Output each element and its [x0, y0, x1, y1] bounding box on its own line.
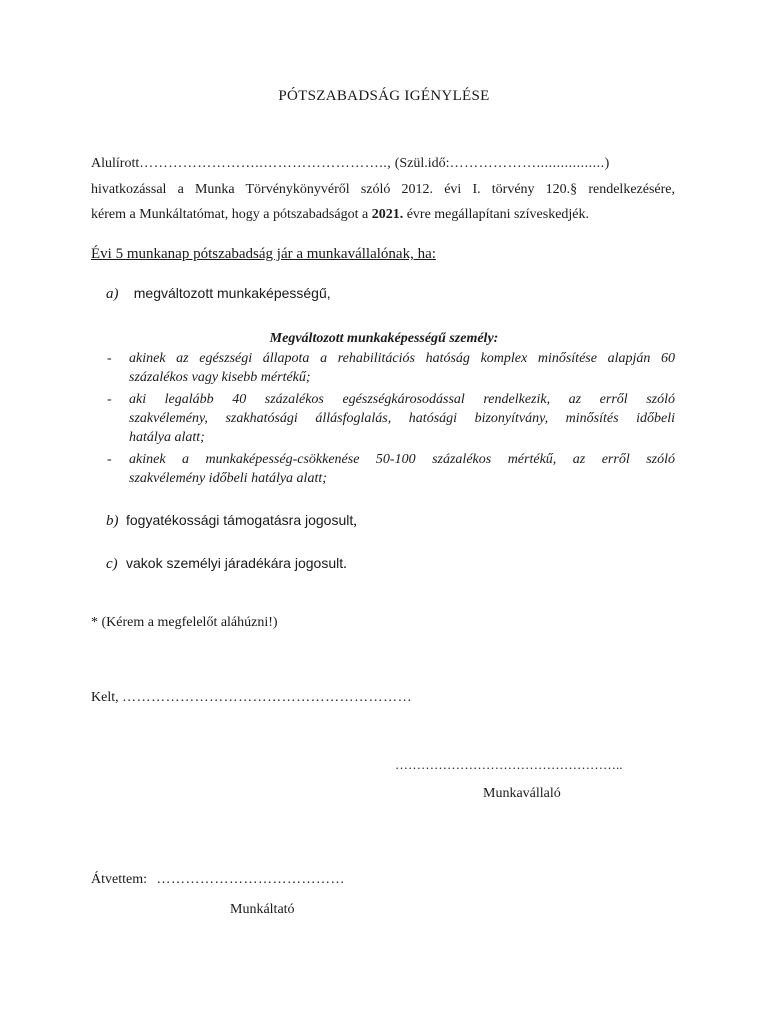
bullet-dash-1: - [107, 351, 112, 366]
option-b-suffix: , [353, 513, 357, 529]
request-line [91, 207, 589, 223]
kelt-label: Kelt, [91, 690, 119, 705]
option-c-suffix: . [343, 556, 347, 572]
employee-label: Munkavállaló [483, 786, 561, 801]
option-b-letter: b) [106, 513, 119, 529]
bullet-2-line-1: aki legalább 40 százalékos egészségkárosodással rendelkezik, az erről szóló [129, 392, 675, 407]
law-reference-line: hivatkozással a Munka Törvénykönyvéről szóló 2012. évi I. törvény 120.§ rendelkezésére, [91, 182, 675, 197]
kelt-dots: …………………………………………………… [122, 690, 413, 705]
option-a-letter: a) [106, 286, 119, 302]
employer-label: Munkáltató [230, 902, 295, 917]
option-b [106, 512, 357, 530]
request-text: kérem a Munkáltatómat, hogy a pótszabadságot a [91, 207, 369, 222]
bullet-dash-3: - [107, 452, 112, 467]
birth-dots: ……………….................) [449, 156, 610, 171]
option-c [106, 555, 347, 573]
kelt-line [91, 690, 412, 706]
underline-note: * (Kérem a megfelelőt aláhúzni!) [91, 615, 278, 630]
entitlement-heading: Évi 5 munkanap pótszabadság jár a munkavállalónak, ha: [91, 246, 436, 262]
request-text-end: évre megállapítani szíveskedjék. [406, 207, 590, 222]
page-title: PÓTSZABADSÁG IGÉNYLÉSE [278, 88, 490, 104]
atvettem-dots: ………………………………… [156, 872, 345, 887]
condition-title: Megváltozott munkaképességű személy: [269, 331, 499, 346]
bullet-1-line-2: százalékos vagy kisebb mértékű; [129, 370, 311, 385]
option-a [106, 285, 331, 303]
bullet-2-line-2: szakvélemény, szakhatósági állásfoglalás, hatósági bizonyítvány, minősítés időbeli [129, 411, 675, 426]
bullet-3-line-1: akinek a munkaképesség-csökkenése 50-100 százalékos mértékű, az erről szóló [129, 452, 675, 467]
employee-signature-dots: …………………………………………….. [395, 757, 623, 772]
option-b-text: fogyatékossági támogatásra jogosult [126, 512, 354, 528]
option-a-text: megváltozott munkaképességű, [133, 285, 331, 301]
name-label: Alulírott [91, 156, 140, 171]
bullet-2-line-3: hatálya alatt; [129, 430, 205, 445]
atvettem-line [91, 872, 345, 888]
request-year: 2021. [371, 207, 404, 222]
bullet-3-line-2: szakvélemény időbeli hatálya alatt; [129, 471, 327, 486]
name-dots: ……………………..…………………….., [139, 156, 392, 171]
name-line [91, 156, 610, 172]
option-c-text: vakok személyi járadékára jogosult [126, 555, 344, 571]
bullet-1-line-1: akinek az egészségi állapota a rehabilitációs hatóság komplex minősítése alapján 60 [129, 351, 675, 366]
birth-label: (Szül.idő: [394, 156, 450, 171]
bullet-dash-2: - [107, 392, 112, 407]
option-c-letter: c) [106, 556, 118, 572]
atvettem-label: Átvettem: [91, 872, 147, 887]
